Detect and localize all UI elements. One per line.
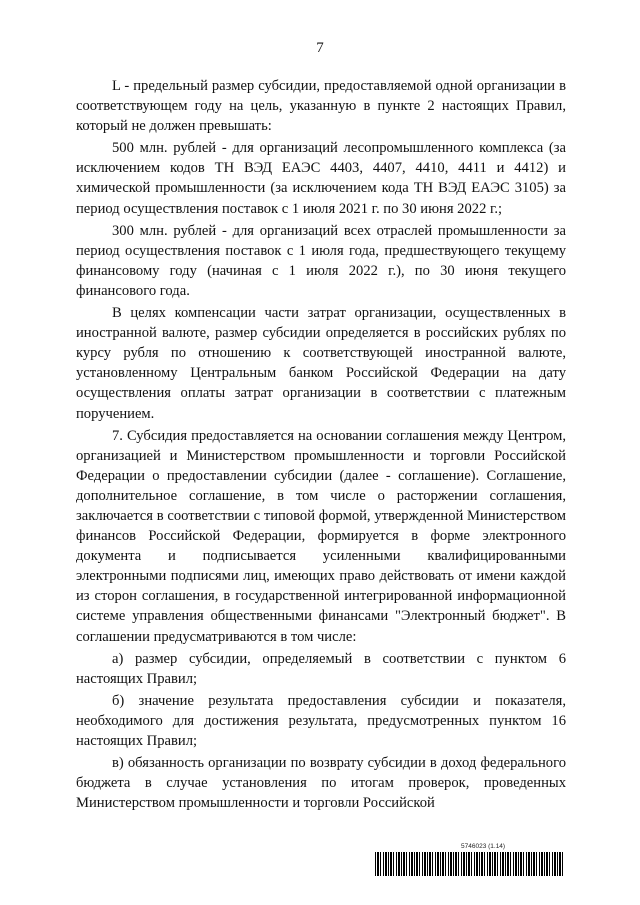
paragraph-currency: В целях компенсации части затрат организации, осуществленных в иностранной валюте, размер субсидии определяется в российских рублях по курсу рубля по отношению к соответствующей иностранной валюте, установленному Центральным банком Российской Федерации на дату осуществления оплаты затрат организации в соответствии с платежным поручением. — [76, 305, 566, 422]
paragraph-300mln: 300 млн. рублей - для организаций всех отраслей промышленности за период осуществления поставок с 1 июля года, предшествующего текущему финансовому году (начиная с 1 июля 2022 г.), по 30 июня текущего финансового года. — [76, 222, 566, 299]
paragraph-item-7: 7. Субсидия предоставляется на основании соглашения между Центром, организацией и Министерством промышленности и торговли Российской Федерации о предоставлении субсидии (далее - соглашение). Соглашение, дополнительное соглашение, в том числе о расторжении соглашения, заключается в соответствии с типовой формой, утвержденной Министерством финансов Российской Федерации, формируется в форме электронного документа и подписывается усиленными квалифицированными электронными подписями лиц, имеющих право действовать от имени каждой из сторон соглашения, в государственной интегрированной информационной системе управления общественными финансами "Электронный бюджет". В соглашении предусматриваются в том числе: — [76, 427, 566, 645]
footer-code: 5746023 (1.14) — [461, 843, 506, 850]
page-number: 7 — [316, 40, 324, 56]
paragraph-subsidy-limit: L - предельный размер субсидии, предоставляемой одной организации в соответствующем году на цель, указанную в пункте 2 настоящих Правил, который не должен превышать: — [76, 78, 566, 135]
paragraph-item-b: б) значение результата предоставления субсидии и показателя, необходимого для достижения результата, предусмотренных пунктом 16 настоящих Правил; — [76, 692, 566, 749]
document-body — [76, 76, 566, 813]
paragraph-item-a: а) размер субсидии, определяемый в соответствии с пунктом 6 настоящих Правил; — [76, 650, 566, 687]
paragraph-500mln: 500 млн. рублей - для организаций лесопромышленного комплекса (за исключением кодов ТН ВЭД ЕАЭС 4403, 4407, 4410, 4411 и 4412) и химической промышленности (за исключением кода ТН ВЭД ЕАЭС 3105) за период осуществления поставок с 1 июля 2021 г. по 30 июня 2022 г.; — [76, 140, 566, 217]
barcode-image — [375, 852, 565, 876]
paragraph-item-v: в) обязанность организации по возврату субсидии в доход федерального бюджета в случае установления по итогам проверок, проведенных Министерством промышленности и торговли Российской — [76, 755, 566, 812]
